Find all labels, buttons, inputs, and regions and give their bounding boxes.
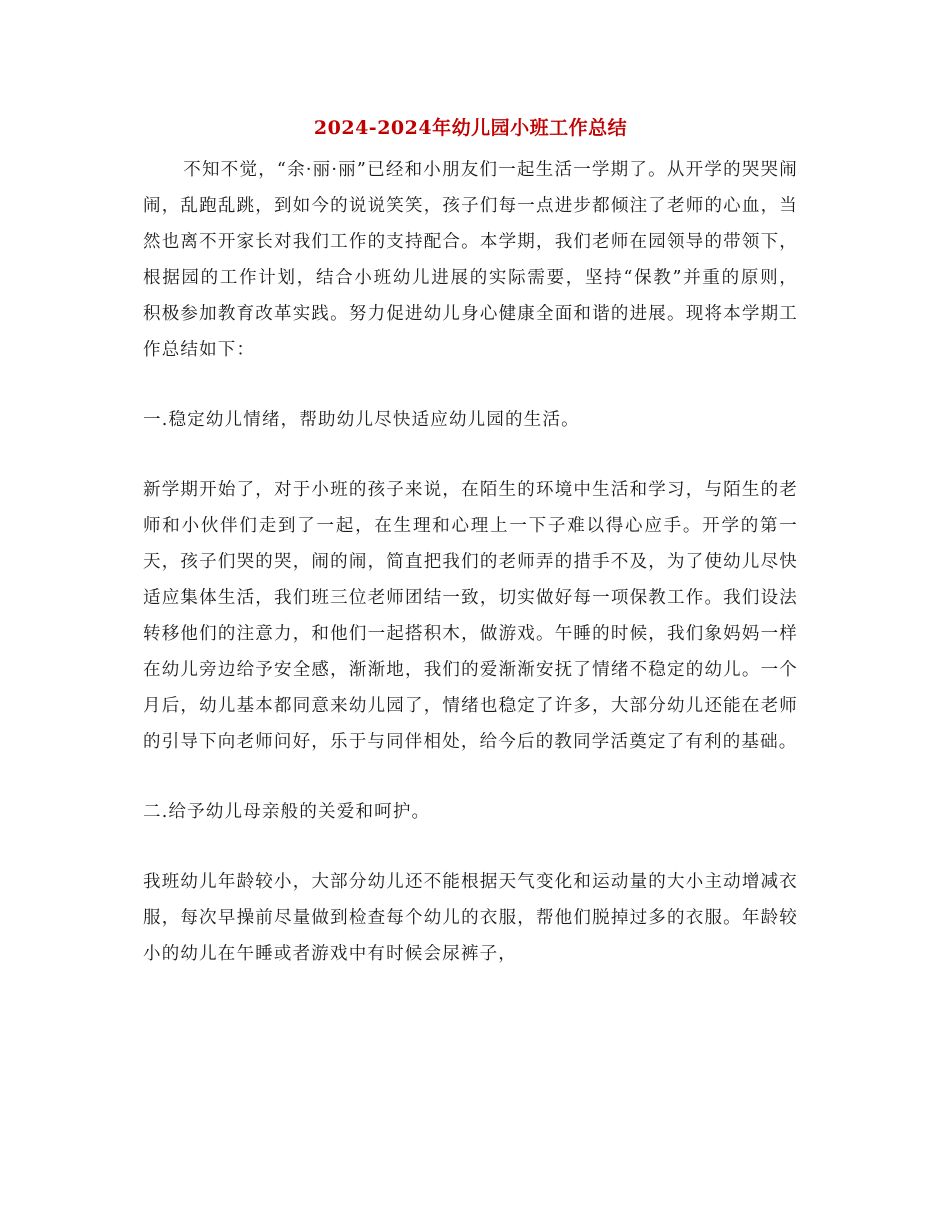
section-heading-2: 二.给予幼儿母亲般的关爱和呵护。 [143,802,431,822]
section-body-1: 新学期开始了，对于小班的孩子来说，在陌生的环境中生活和学习，与陌生的老师和小伙伴们走到了一起，在生理和心理上一下子难以得心应手。开学的第一天，孩子们哭的哭，闹的闹，简直把我们的老师弄的措手不及，为了使幼儿尽快适应集体生活，我们班三位老师团结一致，切实做好每一项保教工作。我们设法转移他们的注意力，和他们一起搭积木，做游戏。午睡的时候，我们象妈妈一样在幼儿旁边给予安全感，渐渐地，我们的爱渐渐安抚了情绪不稳定的幼儿。一个月后，幼儿基本都同意来幼儿园了，情绪也稳定了许多，大部分幼儿还能在老师的引导下向老师问好，乐于与同伴相处，给今后的教同学活奠定了有利的基础。 [143,480,798,752]
intro-paragraph: 不知不觉，“余·丽·丽”已经和小朋友们一起生活一学期了。从开学的哭哭闹闹，乱跑乱跳，到如今的说说笑笑，孩子们每一点进步都倾注了老师的心血，当然也离不开家长对我们工作的支持配合。本学期，我们老师在园领导的带领下，根据园的工作计划，结合小班幼儿进展的实际需要，坚持“保教”并重的原则，积极参加教育改革实践。努力促进幼儿身心健康全面和谐的进展。现将本学期工作总结如下： [143,160,798,360]
paragraph-gap [143,760,798,794]
paragraph-gap [143,438,798,472]
paragraph-gap [143,830,798,864]
paragraph-gap [143,368,798,402]
section-heading-1: 一.稳定幼儿情绪，帮助幼儿尽快适应幼儿园的生活。 [143,410,580,430]
document-title: 2024-2024年幼儿园小班工作总结 [313,117,628,139]
section-body-2: 我班幼儿年龄较小，大部分幼儿还不能根据天气变化和运动量的大小主动增减衣服，每次早操前尽量做到检查每个幼儿的衣服，帮他们脱掉过多的衣服。年龄较小的幼儿在午睡或者游戏中有时候会尿裤子， [143,872,798,964]
document-page [143,108,798,972]
